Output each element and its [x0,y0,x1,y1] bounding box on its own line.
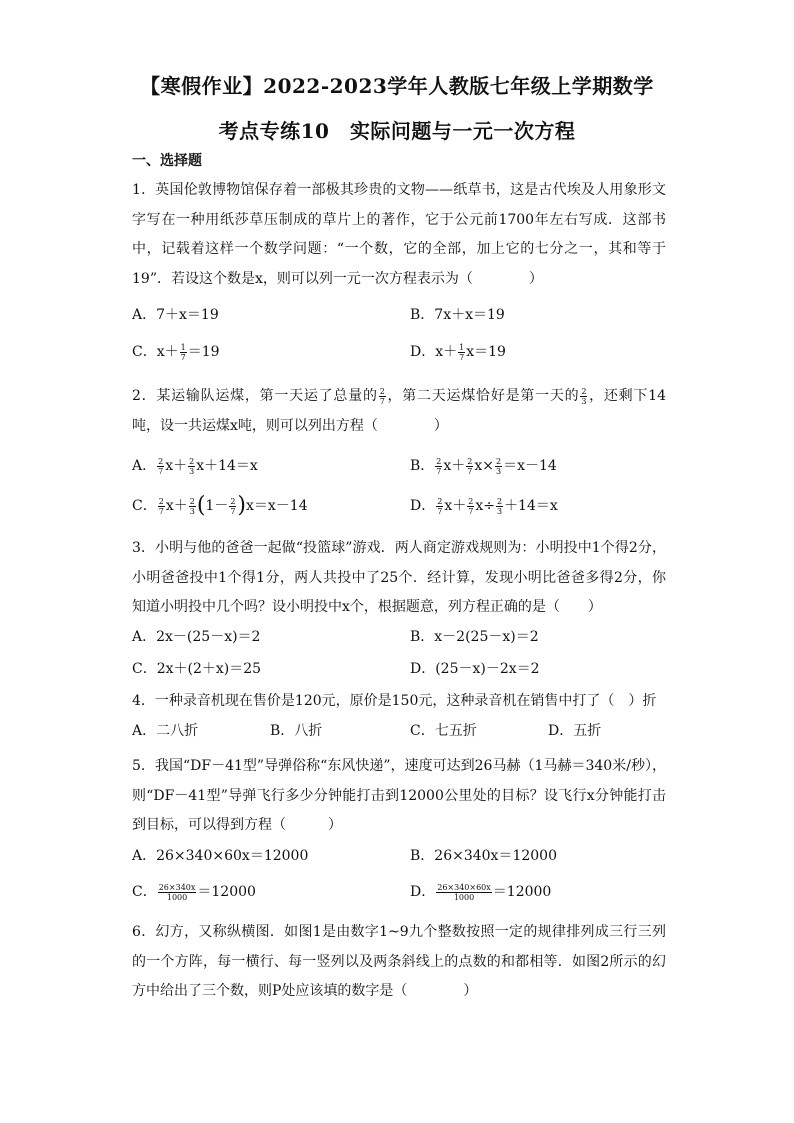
q2-option-d: D． $\frac{2}{7}$ x＋ $\frac{2}{7}$ x÷ $\frac{2}{3}$ ＋14＝x [410,496,558,516]
q1-option-a: A．7＋x＝19 [132,307,219,323]
q3-option-c: C．2x＋(2＋x)＝25 [132,661,262,677]
q4-option-a: A．二八折 [132,723,199,739]
q5-option-b: B．26×340x＝12000 [410,848,557,864]
fraction: $\frac{1}{7}$ [180,342,186,362]
q4-option-c: C．七五折 [410,723,477,739]
q1-option-c: C．x＋ $\frac{1}{7}$ ＝19 [132,342,220,362]
fraction: $\frac{26\times 340\times 60x}{1000}$ [437,882,491,902]
q3-option-a: A．2x－(25－x)＝2 [132,629,261,645]
q2-option-b: B． $\frac{2}{7}$ x＋ $\frac{2}{7}$ x× $\frac{2}{3}$ ＝x－14 [410,456,557,476]
q1-option-d: D．x＋ $\frac{1}{7}$ x＝19 [410,342,506,362]
q2-option-a: A． $\frac{2}{7}$ x＋ $\frac{2}{3}$ x＋14＝x [132,456,258,476]
q3-option-b: B．x－2(25－x)＝2 [410,629,539,645]
question-1: 1．英国伦敦博物馆保存着一部极其珍贵的文物——纸草书，这是古代埃及人用象形文字写在一种用纸莎草压制成的草片上的著作，它于公元前1700年左右写成．这部书中，记载着这样一个数学问题：“一个数，它的全部，加上它的七分之一，其和等于19”．若设这个数是x，则可以列一元一次方程表示为（ ） [132,182,666,287]
q5-option-d: D． $\frac{26\times 340\times 60x}{1000}$ ＝12000 [410,882,552,902]
fraction: $\frac{26\times 340x}{1000}$ [158,882,196,902]
fraction: $\frac{1}{7}$ [459,342,465,362]
question-5: 5．我国“DF－41型”导弹俗称“东风快递”，速度可达到26马赫（1马赫＝340米/秒），则“DF－41型”导弹飞行多少分钟能打击到12000公里处的目标？设飞行x分钟能打击到目标，可以得到方程（ ） [132,758,666,833]
q5-option-a: A．26×340×60x＝12000 [132,848,309,864]
q2-option-c: C． $\frac{2}{7}$ x＋ $\frac{2}{3}$ (1－ $\frac{2}{7}$ )x＝x－14 [132,493,308,518]
q4-option-d: D．五折 [548,723,602,739]
fraction: $\frac{2}{7}$ [379,386,385,406]
question-4: 4．一种录音机现在售价是120元，原价是150元，这种录音机在销售中打了（ ）折 [132,693,657,709]
document-title: 【寒假作业】2022-2023学年人教版七年级上学期数学 [140,74,654,98]
question-3: 3．小明与他的爸爸一起做“投篮球”游戏．两人商定游戏规则为：小明投中1个得2分，小明爸爸投中1个得1分，两人共投中了25个．经计算，发现小明比爸爸多得2分，你知道小明投中几个吗？设小明投中x个，根据题意，列方程正确的是（ ） [132,540,666,615]
fraction: $\frac{2}{3}$ [581,386,587,406]
q3-option-d: D．(25－x)－2x＝2 [410,661,540,677]
document-subtitle: 考点专练10 实际问题与一元一次方程 [218,119,576,143]
q4-option-b: B．八折 [270,723,323,739]
q5-option-c: C． $\frac{26\times 340x}{1000}$ ＝12000 [132,882,256,902]
section-heading: 一、选择题 [132,153,202,169]
question-2: 2．某运输队运煤，第一天运了总量的 $\frac{2}{7}$ ，第二天运煤恰好是第一天的 $\frac{2}{3}$ ，还剩下14吨，设一共运煤x吨，则可以列出方程（ ） [132,386,666,434]
question-6: 6．幻方，又称纵横图．如图1是由数字1~9九个整数按照一定的规律排列成三行三列的一个方阵，每一横行、每一竖列以及两条斜线上的点数的和都相等．如图2所示的幻方中给出了三个数，则P处应该填的数字是（ ） [132,924,666,999]
q1-option-b: B．7x＋x＝19 [410,307,505,323]
